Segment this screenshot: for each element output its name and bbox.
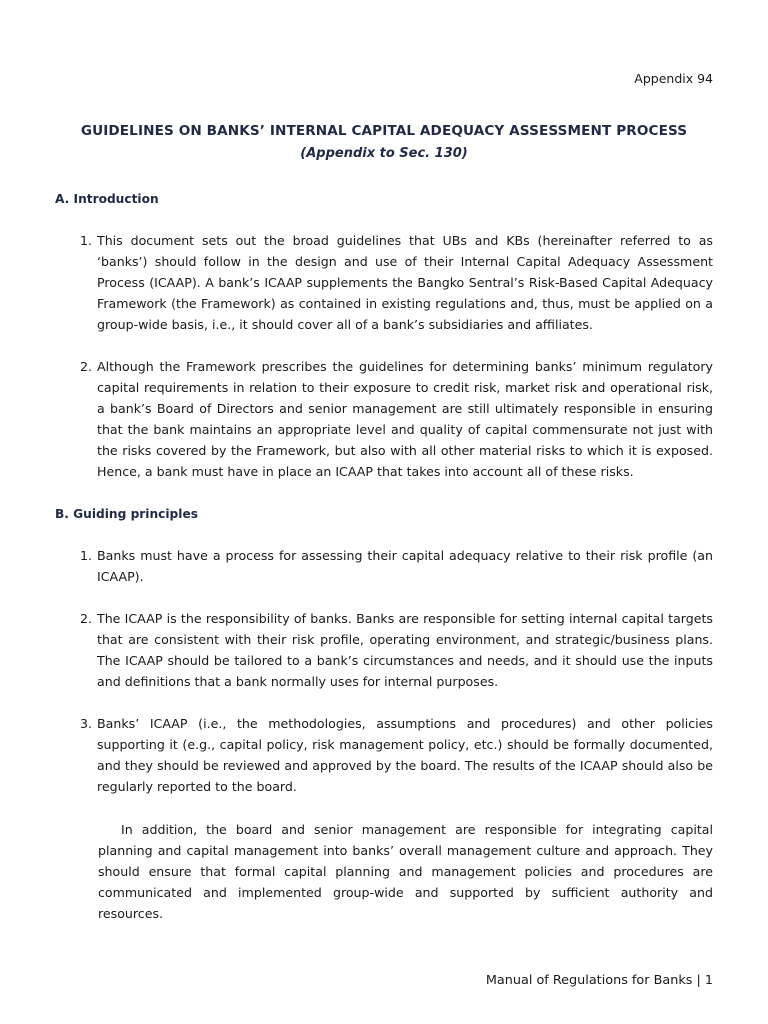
document-subtitle: (Appendix to Sec. 130)	[300, 146, 468, 161]
list-item	[80, 609, 713, 693]
list-item-number: 2.	[80, 611, 93, 626]
list-item-number: 3.	[80, 716, 93, 731]
document-title: GUIDELINES ON BANKS’ INTERNAL CAPITAL ADEQUACY ASSESSMENT PROCESS	[80, 123, 688, 139]
list-item-text: Banks’ ICAAP (i.e., the methodologies, assumptions and procedures) and other policies supporting it (e.g., capital policy, risk management policy, etc.) should be formally documented, and they should be reviewed and approved by the board. The results of the ICAAP should also be regularly reported to the board.	[97, 716, 713, 794]
appendix-label: Appendix 94	[634, 71, 713, 86]
list-item	[80, 546, 713, 588]
list-item-text: The ICAAP is the responsibility of banks. Banks are responsible for setting internal capital targets that are consistent with their risk profile, operating environment, and strategic/business plans. The ICAAP should be tailored to a bank’s circumstances and needs, and it should use the inputs and definitions that a bank normally uses for internal purposes.	[97, 611, 713, 689]
list-item-number: 2.	[80, 359, 93, 374]
list-item-number: 1.	[80, 233, 93, 248]
list-item-continuation: In addition, the board and senior management are responsible for integrating capital planning and capital management into banks’ overall management culture and approach. They should ensure that formal capital planning and management policies and procedures are communicated and implemented group-wide and supported by sufficient authority and resources.	[98, 822, 713, 921]
page-footer: Manual of Regulations for Banks | 1	[485, 973, 713, 988]
list-item-text: Banks must have a process for assessing their capital adequacy relative to their risk profile (an ICAAP).	[97, 548, 713, 584]
section-heading-guiding-principles: B. Guiding principles	[55, 507, 198, 521]
list-item	[80, 231, 713, 336]
list-item-number: 1.	[80, 548, 93, 563]
list-item-text: Although the Framework prescribes the guidelines for determining banks’ minimum regulatory capital requirements in relation to their exposure to credit risk, market risk and operational risk, a bank’s Board of Directors and senior management are still ultimately responsible in ensuring that the bank maintains an appropriate level and quality of capital commensurate not just with the risks covered by the Framework, but also with all other material risks to which it is exposed. Hence, a bank must have in place an ICAAP that takes into account all of these risks.	[97, 359, 713, 479]
list-item	[80, 357, 713, 482]
list-item-text: This document sets out the broad guidelines that UBs and KBs (hereinafter referred to as ‘banks’) should follow in the design and use of their Internal Capital Adequacy Assessment Process (ICAAP). A bank’s ICAAP supplements the Bangko Sentral’s Risk-Based Capital Adequacy Framework (the Framework) as contained in existing regulations and, thus, must be applied on a group-wide basis, i.e., it should cover all of a bank’s subsidiaries and affiliates.	[97, 233, 713, 332]
list-item	[80, 714, 713, 798]
section-heading-introduction: A. Introduction	[55, 192, 159, 206]
